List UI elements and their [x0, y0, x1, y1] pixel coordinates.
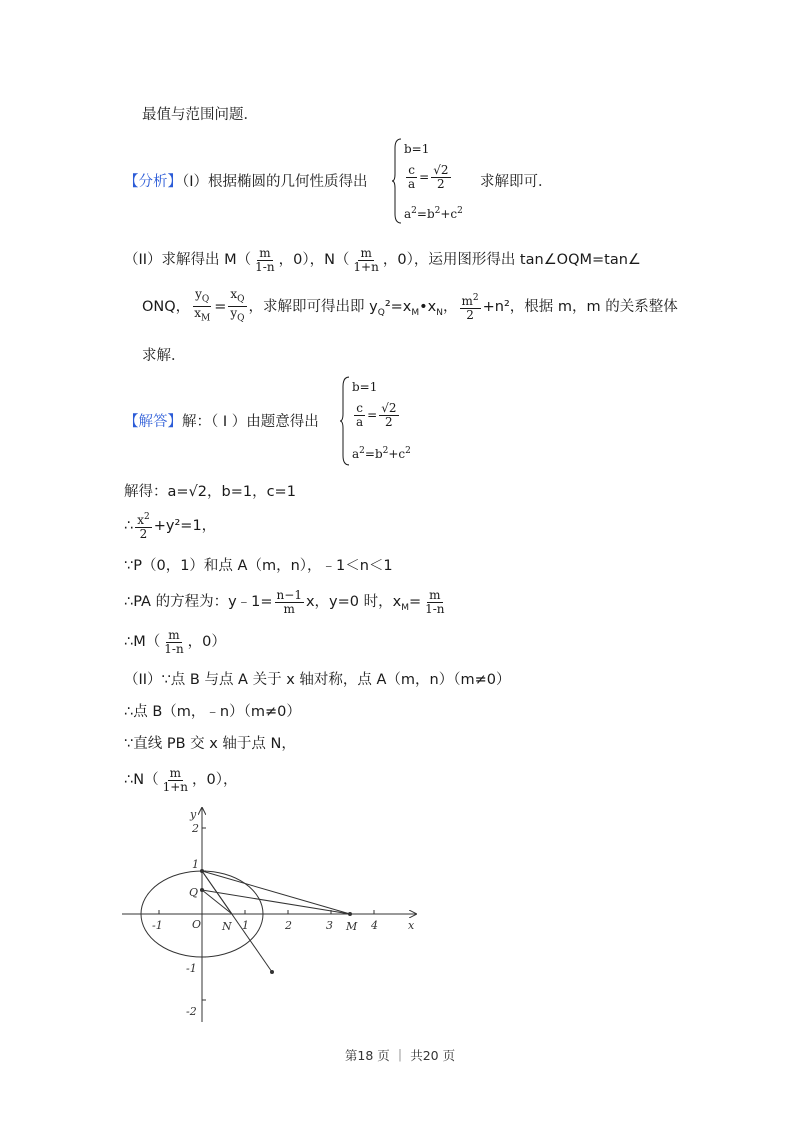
eq-abc: $a^2=b^2+c^2$ [404, 206, 463, 221]
line-PN [202, 871, 232, 914]
solution-line-5: ∴PA 的方程为：y﹣1= $\frac{n-1}{m}$ x，y=0 时，$x_M=$ $\frac{m}{1-n}$ [124, 587, 445, 616]
line-QN [202, 890, 232, 914]
tick-y-m2: -2 [186, 1005, 197, 1018]
solution-line-4: ∵P（0，1）和点 A（m，n），﹣1＜n＜1 [124, 558, 393, 574]
label-M: M [346, 920, 358, 933]
tick-x-4: 4 [371, 919, 378, 932]
tick-x-1: 1 [242, 919, 249, 932]
x-label: x [408, 919, 415, 932]
brace-icon [340, 376, 350, 466]
solution-line-3: ∴ $\frac{x^2}{2}$ +y²=1， [124, 512, 217, 541]
tick-y-1: 1 [192, 858, 199, 871]
eq-ratio: $\frac{c}{a}$ = $\frac{√2}{2}$ [408, 163, 449, 191]
analysis-lead: （I）根据椭圆的几何性质得出 [182, 174, 368, 190]
ellipse-figure [118, 800, 428, 1026]
solution-line-10: ∴N（ $\frac{m}{1+n}$ ，0）， [124, 765, 238, 794]
tick-x-3: 3 [326, 919, 333, 932]
solution-system [340, 376, 430, 466]
point-P [200, 869, 204, 873]
solution-line-1 [124, 412, 319, 432]
analysis-system [392, 138, 482, 224]
analysis-line-4: 求解． [142, 348, 186, 364]
y-label: y [190, 808, 197, 821]
eq-b: b=1 [404, 142, 430, 156]
tick-x-2: 2 [285, 919, 292, 932]
analysis-line-1 [124, 172, 368, 192]
analysis-tail: 求解即可． [480, 174, 553, 190]
tick-x-m1: -1 [152, 919, 163, 932]
solution-lead: 解：（ I ）由题意得出 [182, 414, 319, 430]
sol-eq-abc: $a^2=b^2+c^2$ [352, 446, 411, 461]
analysis-line-3: ONQ， $\frac{y_Q}{x_M}$ = $\frac{x_Q}{y_Q}$ ，求解即可得出即 $y_Q^2=x_M•x_N$， $\frac{m^2}{2}$ +n²，根据 m，m 的关系整体 [142, 287, 678, 324]
sol-eq-b: b=1 [352, 380, 378, 394]
page-footer: 第18 页 ｜ 共20 页 [344, 1048, 456, 1063]
sol-eq-ratio: $\frac{c}{a}$ = $\frac{√2}{2}$ [356, 401, 397, 429]
point-Q [200, 888, 204, 892]
label-Q: Q [189, 886, 199, 899]
point-M [348, 912, 352, 916]
label-O: O [192, 918, 202, 931]
solution-line-2: 解得：a=√2，b=1，c=1 [124, 484, 296, 500]
analysis-line-2: （II）求解得出 M（ $\frac{m}{1-n}$ ，0），N（ $\frac{m}{1+n}$ ，0），运用图形得出 tan∠OQM=tan∠ [124, 245, 641, 274]
brace-icon [392, 138, 402, 224]
analysis-tag: 【分析】 [124, 174, 182, 190]
point-A [270, 970, 274, 974]
tick-y-m1: -1 [186, 962, 197, 975]
tick-y-2: 2 [192, 822, 199, 835]
solution-line-6: ∴M（ $\frac{m}{1-n}$ ，0） [124, 627, 226, 656]
label-N: N [222, 920, 232, 933]
intro-text: 最值与范围问题． [142, 107, 258, 123]
solution-line-9: ∵直线 PB 交 x 轴于点 N， [124, 736, 296, 752]
solution-tag: 【解答】 [124, 414, 182, 430]
solution-line-8: ∴点 B（m，﹣n）（m≠0） [124, 704, 301, 720]
solution-line-7: （II）∵点 B 与点 A 关于 x 轴对称，点 A（m，n）（m≠0） [124, 672, 511, 688]
